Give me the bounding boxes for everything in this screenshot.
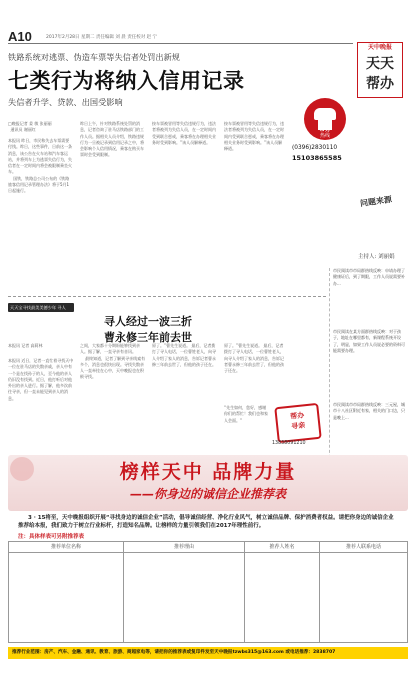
brand-title-2: 帮办: [366, 76, 394, 92]
table-header-company: 推荐单位名称: [9, 542, 124, 552]
article2-quote: “先生如何，您好，感谢你们的帮忙！我们也和家人会面。”: [224, 405, 268, 423]
bottom-banner: [8, 647, 408, 659]
table-body[interactable]: [9, 553, 407, 643]
article2-headline-1: 寻人经过一波三折: [104, 315, 192, 328]
article1-col3: 按车票被冒用等失信违规行为，违法者将被列为失信人员，在一定时间内受到联合惩戒，乘客将在办理相关业务时受到影响。”该人员解释道。: [152, 121, 216, 145]
brand-logo: [357, 42, 403, 98]
article2-byline: 本报讯 记者 高莉林: [8, 343, 43, 348]
reader-note-3: 市民阅读市市局群热线反映：三元屋，城市十八社区附近有家，相关的门口边，只是晚上...: [333, 402, 405, 420]
article1-col4: 按车票被冒用等失信违规行为，违法者将被列为失信人员，在一定时间内受到联合惩戒，乘客将在办理相关业务时受到影响。”该人员解释道。: [224, 121, 284, 152]
article1-kicker: 铁路系统对逃票、伪造车票等失信者处罚出新规: [8, 52, 180, 62]
recommend-table: [8, 541, 408, 643]
article1-headline: 七类行为将纳入信用记录: [8, 69, 245, 93]
page-header: [8, 29, 353, 47]
brand-top-label: 天中晚报: [367, 44, 392, 51]
table-header-row: [9, 542, 407, 553]
ad-body-note: 注：具体样表可另附推荐表: [18, 533, 85, 540]
article2-col4: 原了。”曹先生说道。 最后，记者拨打了寻人电话，一位曹姓老人，向寻人介绍了家人的消息，告诉记者曹永修三年前去世了，但他的孩子还在。: [224, 343, 284, 374]
sidebar-question-label: 问题来源: [359, 194, 393, 209]
hotline-title2: 热线: [319, 133, 330, 139]
article2-col2: 之间，大家都十分期盼能够找到亲人。据了解，一直寻亲有音讯。 最终知道，记者了解到寻亲线索有多个，消息也很快出现。寻找失散亲人一直牵挂在心中，天中晚报也在积极寻找。: [80, 343, 146, 380]
ad-banner: [8, 455, 408, 511]
header-info: 2017年2月28日 星期二 责任编辑 刘 晨 责任校对 赵 宁: [46, 35, 158, 40]
reader-note-1: 市民阅读市市局群热线反映：申请办理了健康证后，到了期限，工作人员说需要补办...: [333, 268, 405, 286]
article2-tag: [8, 303, 74, 312]
reporter-label: 主持人: 刘丽娟: [358, 254, 395, 260]
table-cell-name[interactable]: [245, 553, 320, 643]
article1-byline: □晚报记者 姜 敏 张丽丽 通讯员 谢丽红: [8, 121, 52, 133]
ad-title: 榜样天中 品牌力量: [119, 461, 297, 483]
table-cell-company[interactable]: [9, 553, 124, 643]
article2-col1: 本报讯 近日，记者一直忙着寻找天中一位在驻马店的失散亲戚，亲人中有一个是在找孙子的人，至今他的亲人仍旧没有找到。近日，他打听后对他外出的亲人进行。据了解，他多次前往寻亲，但一直未能见到亲人的消息。: [8, 358, 74, 401]
table-cell-phone[interactable]: [320, 553, 407, 643]
stamp-phone-caption: 13838091210: [272, 441, 306, 446]
hotline-phone-2[interactable]: 15103865585: [292, 154, 342, 162]
table-cell-reason[interactable]: [124, 553, 245, 643]
stamp-top-label: 帮办: [289, 411, 305, 421]
ad-body-text: 3 · 15将至，天中晚报组织开展“寻找身边的诚信企业”活动，倡导诚信经营、净化行业风气，树立诚信品牌、保护消费者权益。请把你身边的诚信企业推荐给本报，我们致力于树立行业标杆，打造知名品牌。让榜样的力量引领我们在2017年理性前行。: [18, 515, 394, 530]
hotline-title: 帮办: [318, 126, 331, 133]
hotline-phone-1[interactable]: (0396)2830110: [292, 145, 338, 151]
article2-col3: 原了。”曹先生说道。 最后，记者拨打了寻人电话，一位曹姓老人，向寻人介绍了家人的消息，告诉记者曹永修三年前去世了，但他的孩子还在。: [152, 343, 216, 367]
stamp-bottom-label: 寻亲: [290, 421, 306, 431]
rescue-stamp-icon: [274, 403, 322, 443]
reader-note-2: 市民阅读在某方面群热线反映：对于孩子，地址在哪里都有，新课程系统开设了，明显，如果工作人员说必要的资料可能需要办理。: [333, 329, 405, 353]
table-header-name: 推荐人姓名: [245, 542, 320, 552]
table-header-reason: 推荐理由: [124, 542, 245, 552]
article1-col2: 昨日上午，针对铁路系统处罚的消息，记者咨询了驻马店铁路部门的工作人员。据相关人员介绍，铁路违规行为一旦被记录到信用记录之中，将会影响个人信用情况，乘客在购买车票时会受到限制。: [80, 121, 144, 158]
article1-subhead: 失信者升学、贷款、出国受影响: [8, 97, 123, 107]
ad-body: [18, 514, 398, 540]
reader-notes: [333, 268, 407, 462]
article2-tag-label: 天天宝寻找最美美德少年 寻人: [10, 305, 66, 310]
ad-flower-icon: [10, 457, 34, 481]
article1-col1: 本报讯 昨日，市民称失去车票需要付钱。昨日，这些事件，日前这一条消息，该公告在火车站和汽车客运站，并将列车上为逃票失信行为，失信者在一定时间内将会被限制乘坐火车。 国铁，铁路总公司公布的《铁路旅客信用记录管理办法》将于5月1日起施行。: [8, 138, 72, 194]
ad-subtitle: ——你身边的诚信企业推荐表: [129, 487, 286, 501]
table-header-phone: 推荐人联系电话: [345, 544, 381, 550]
bottom-banner-text: 推荐行业范围：房产、汽车、金融、通讯、教育、旅游、商超家电等，请把你的推荐表或复印件发至天中晚报tzwbs315@163.com 或电话推荐：2838707: [12, 650, 336, 655]
brand-title-1: 天天: [366, 56, 394, 72]
page-number: A10: [8, 29, 32, 44]
article2-headline-2: 曹永修三年前去世: [104, 331, 192, 344]
hotline-box: [292, 98, 360, 178]
